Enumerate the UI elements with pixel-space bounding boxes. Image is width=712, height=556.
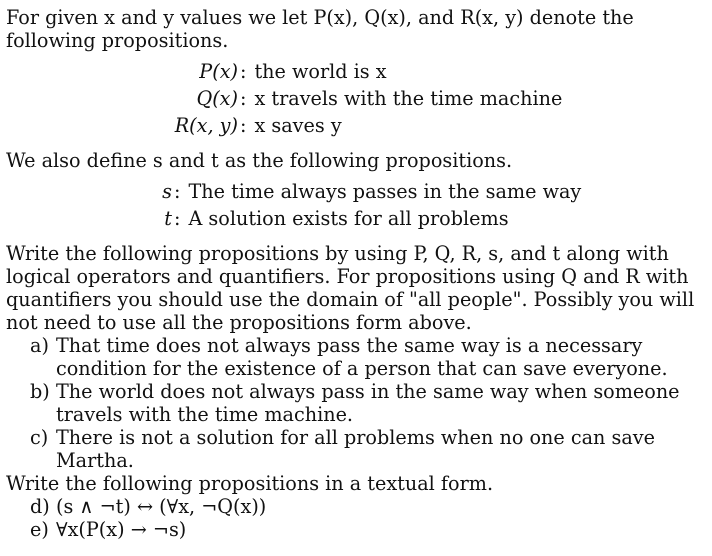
definition-symbol: t [164, 207, 172, 230]
task-text: There is not a solution for all problems when no one can save Martha. [56, 426, 655, 472]
formula-item-e [6, 518, 706, 541]
definition-symbol: P(x) [199, 60, 238, 83]
task-label: c) [30, 426, 49, 449]
task-text: The world does not always pass in the same way when someone travels with the time machine. [56, 380, 680, 426]
definition-text: the world is x [254, 60, 387, 83]
instructions-paragraph: Write the following propositions by using P, Q, R, s, and t along with logical operators and quantifiers. For propositions using Q and R with quantifiers you should use the domain of "all people". Possibly you will not need to use all the propositions form above. [6, 242, 695, 334]
definition-text: The time always passes in the same way [188, 180, 582, 203]
definition-row-r [6, 114, 706, 141]
formula-text: ∀x(P(x) → ¬s) [56, 518, 187, 541]
definition-colon: : [174, 207, 181, 230]
definition-colon: : [240, 60, 247, 83]
definition-row-q [6, 87, 706, 114]
formula-item-d [6, 495, 706, 518]
definition-text: x saves y [254, 114, 342, 137]
task-item-b [6, 380, 706, 426]
definition-symbol: R(x, y) [174, 114, 238, 137]
definition-row-t [6, 207, 706, 234]
task-label: a) [30, 334, 49, 357]
task-label: e) [30, 518, 49, 541]
definition-symbol: Q(x) [196, 87, 238, 110]
task-text: That time does not always pass the same way is a necessary condition for the existence of a person that can save everyone. [56, 334, 668, 380]
formula-text: (s ∧ ¬t) ↔ (∀x, ¬Q(x)) [56, 495, 267, 518]
textual-intro-paragraph: Write the following propositions in a textual form. [6, 472, 494, 495]
definition-colon: : [174, 180, 181, 203]
document-page [6, 6, 706, 541]
formula-task-list [6, 495, 706, 541]
intro-paragraph: For given x and y values we let P(x), Q(x), and R(x, y) denote the following propositions. [6, 6, 634, 52]
task-item-a [6, 334, 706, 380]
definition-text: x travels with the time machine [254, 87, 563, 110]
definition-row-p [6, 60, 706, 87]
atom-definitions [6, 180, 706, 234]
proposition-definitions [6, 60, 706, 141]
task-label: b) [30, 380, 50, 403]
definition-row-s [6, 180, 706, 207]
task-label: d) [30, 495, 50, 518]
definition-colon: : [240, 87, 247, 110]
task-item-c [6, 426, 706, 472]
definition-text: A solution exists for all problems [188, 207, 509, 230]
definition-symbol: s [162, 180, 172, 203]
definition-colon: : [240, 114, 247, 137]
translation-task-list [6, 334, 706, 472]
atoms-intro-paragraph: We also define s and t as the following propositions. [6, 149, 513, 172]
